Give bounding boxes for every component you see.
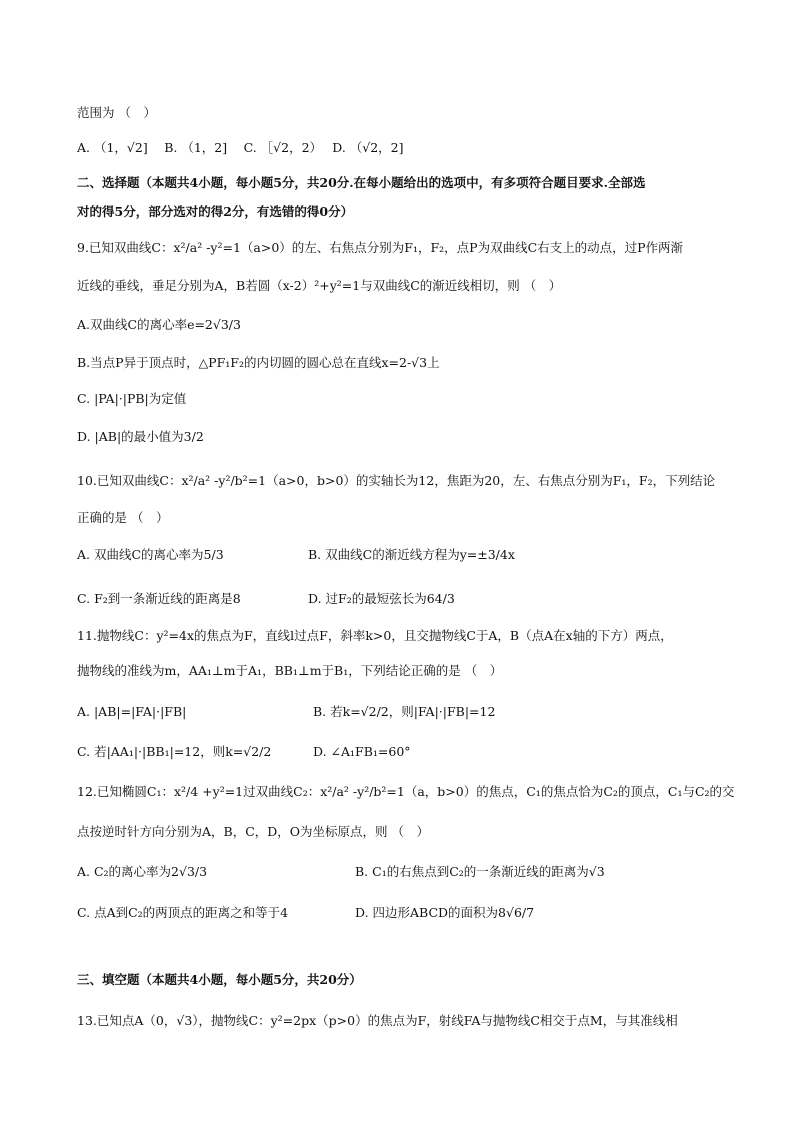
option-9b: B.当点P异于顶点时，△PF₁F₂的内切圆的圆心总在直线x=2-√3上 bbox=[77, 355, 440, 370]
option-10b: B. 双曲线C的渐近线方程为y=±3/4x bbox=[308, 547, 515, 562]
option-11c: C. 若|AA₁|·|BB₁|=12，则k=√2/2 bbox=[77, 744, 272, 759]
section-heading-3: 三、填空题（本题共4小题，每小题5分，共20分） bbox=[77, 972, 362, 987]
question-11-cont: 抛物线的准线为m，AA₁⊥m于A₁，BB₁⊥m于B₁，下列结论正确的是 （ ） bbox=[77, 663, 503, 678]
option-12a: A. C₂的离心率为2√3/3 bbox=[77, 864, 208, 879]
question-11: 11.抛物线C：y²=4x的焦点为F，直线l过点F，斜率k>0，且交抛物线C于A，B（点A在x轴的下方）两点， bbox=[77, 628, 673, 643]
option-10c: C. F₂到一条渐近线的距离是8 bbox=[77, 591, 241, 606]
question-9: 9.已知双曲线C：x²/a² -y²=1（a>0）的左、右焦点分别为F₁，F₂，点P为双曲线C右支上的动点，过P作两渐 bbox=[77, 240, 684, 255]
option-11d: D. ∠A₁FB₁=60° bbox=[313, 744, 411, 759]
section-heading-cont: 对的得5分，部分选对的得2分，有选错的得0分） bbox=[77, 204, 354, 219]
section-heading: 二、选择题（本题共4小题，每小题5分，共20分.在每小题给出的选项中，有多项符合题目要求.全部选 bbox=[77, 175, 646, 190]
option-11a: A. |AB|=|FA|·|FB| bbox=[77, 704, 187, 719]
option-12b: B. C₁的右焦点到C₂的一条渐近线的距离为√3 bbox=[355, 864, 605, 879]
options-line: A. （1，√2] B. （1，2] C. ［√2，2） D. （√2，2] bbox=[77, 140, 404, 155]
question-12: 12.已知椭圆C₁：x²/4 +y²=1过双曲线C₂：x²/a² -y²/b²=1（a，b>0）的焦点，C₁的焦点恰为C₂的顶点，C₁与C₂的交 bbox=[77, 784, 735, 799]
option-10a: A. 双曲线C的离心率为5/3 bbox=[77, 547, 224, 562]
question-10-cont: 正确的是 （ ） bbox=[77, 510, 169, 525]
option-9a: A.双曲线C的离心率e=2√3/3 bbox=[77, 317, 241, 332]
text-line: 范围为 （ ） bbox=[77, 105, 156, 120]
question-12-cont: 点按逆时针方向分别为A，B，C，D，O为坐标原点，则 （ ） bbox=[77, 824, 430, 839]
option-11b: B. 若k=√2/2，则|FA|·|FB|=12 bbox=[313, 704, 496, 719]
question-9-cont: 近线的垂线，垂足分别为A，B若圆（x-2）²+y²=1与双曲线C的渐近线相切，则 （ ） bbox=[77, 278, 562, 293]
option-9d: D. |AB|的最小值为3/2 bbox=[77, 429, 204, 444]
option-12c: C. 点A到C₂的两顶点的距离之和等于4 bbox=[77, 905, 289, 920]
question-13: 13.已知点A（0，√3），抛物线C：y²=2px（p>0）的焦点为F，射线FA与抛物线C相交于点M，与其准线相 bbox=[77, 1013, 678, 1028]
option-10d: D. 过F₂的最短弦长为64/3 bbox=[308, 591, 455, 606]
option-9c: C. |PA|·|PB|为定值 bbox=[77, 391, 187, 406]
option-12d: D. 四边形ABCD的面积为8√6/7 bbox=[355, 905, 535, 920]
question-10: 10.已知双曲线C：x²/a² -y²/b²=1（a>0，b>0）的实轴长为12，焦距为20，左、右焦点分别为F₁，F₂，下列结论 bbox=[77, 473, 716, 488]
